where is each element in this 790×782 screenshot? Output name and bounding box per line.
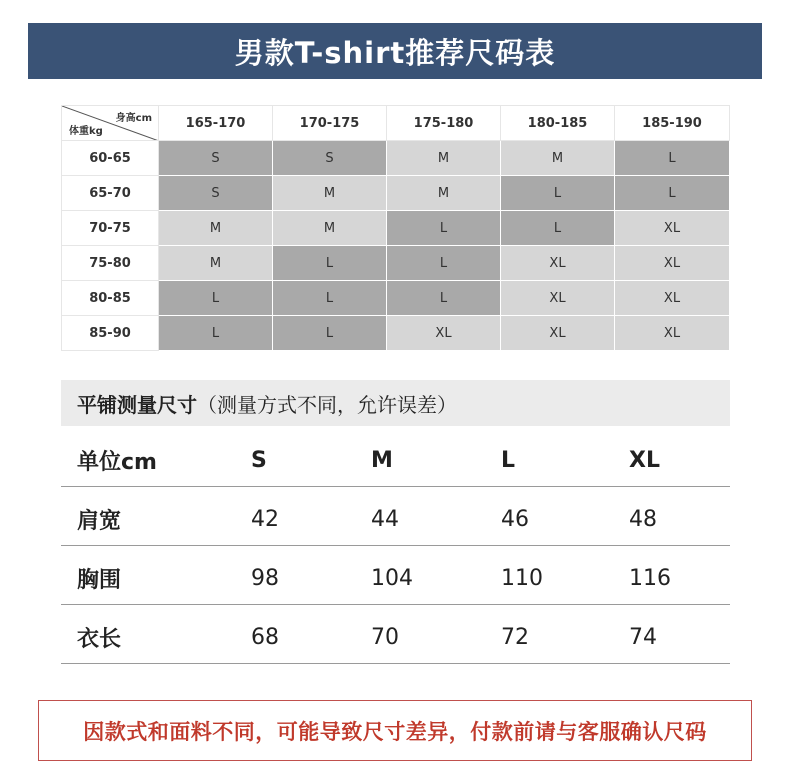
measurement-value: 72: [501, 624, 529, 650]
unit-label: 单位cm: [77, 449, 157, 475]
size-cell: M: [273, 211, 387, 246]
grid-row: [62, 246, 730, 281]
size-cell: S: [159, 176, 273, 211]
size-cell: L: [615, 141, 730, 176]
grid-row: [62, 316, 730, 351]
grid-row: [62, 211, 730, 246]
size-cell: L: [273, 281, 387, 316]
size-cell: XL: [615, 211, 730, 246]
height-column-header: 170-175: [273, 106, 387, 141]
measurement-title: [61, 380, 730, 426]
measurement-label: 胸围: [77, 567, 122, 593]
size-header: XL: [629, 447, 660, 473]
size-cell: S: [273, 141, 387, 176]
notice-box: 因款式和面料不同，可能导致尺寸差异，付款前请与客服确认尺码: [38, 700, 752, 761]
measurement-value: 42: [251, 506, 279, 532]
size-cell: L: [159, 316, 273, 351]
height-column-header: 180-185: [501, 106, 615, 141]
size-cell: L: [273, 246, 387, 281]
size-cell: S: [159, 141, 273, 176]
size-cell: XL: [501, 316, 615, 351]
measurement-value: 48: [629, 506, 657, 532]
height-column-header: 185-190: [615, 106, 730, 141]
size-cell: M: [159, 246, 273, 281]
grid-row: [62, 176, 730, 211]
size-cell: M: [501, 141, 615, 176]
size-cell: L: [273, 316, 387, 351]
page-title: 男款T-shirt推荐尺码表: [28, 23, 762, 79]
measurement-row: [61, 493, 730, 546]
weight-row-header: 65-70: [62, 176, 159, 211]
grid-corner: [62, 106, 159, 141]
weight-row-header: 70-75: [62, 211, 159, 246]
measurement-title-main: 平铺测量尺寸: [77, 392, 197, 417]
weight-row-header: 80-85: [62, 281, 159, 316]
height-column-header: 165-170: [159, 106, 273, 141]
measurement-title-note: （测量方式不同，允许误差）: [197, 392, 457, 417]
corner-weight-label: 体重kg: [69, 126, 103, 137]
size-cell: XL: [615, 316, 730, 351]
size-cell: XL: [615, 281, 730, 316]
measurement-value: 74: [629, 624, 657, 650]
measurement-row: [61, 552, 730, 605]
size-cell: XL: [501, 246, 615, 281]
size-header: S: [251, 447, 267, 473]
measurement-value: 70: [371, 624, 399, 650]
size-chart-grid: [61, 105, 730, 351]
size-cell: L: [387, 281, 501, 316]
size-cell: M: [387, 141, 501, 176]
grid-row: [62, 281, 730, 316]
size-header: L: [501, 447, 516, 473]
size-cell: L: [159, 281, 273, 316]
size-cell: M: [387, 176, 501, 211]
size-cell: XL: [615, 246, 730, 281]
size-cell: XL: [501, 281, 615, 316]
size-cell: L: [501, 211, 615, 246]
measurement-row: [61, 611, 730, 664]
measurement-value: 116: [629, 565, 671, 591]
size-cell: XL: [387, 316, 501, 351]
weight-row-header: 60-65: [62, 141, 159, 176]
size-cell: L: [387, 246, 501, 281]
measurement-header-row: [61, 434, 730, 487]
size-cell: M: [273, 176, 387, 211]
size-cell: L: [615, 176, 730, 211]
height-column-header: 175-180: [387, 106, 501, 141]
size-header: M: [371, 447, 393, 473]
measurement-value: 98: [251, 565, 279, 591]
measurement-value: 110: [501, 565, 543, 591]
measurement-table: [61, 434, 730, 670]
measurement-value: 46: [501, 506, 529, 532]
size-cell: L: [387, 211, 501, 246]
weight-row-header: 85-90: [62, 316, 159, 351]
grid-row: [62, 141, 730, 176]
size-cell: L: [501, 176, 615, 211]
weight-row-header: 75-80: [62, 246, 159, 281]
measurement-value: 104: [371, 565, 413, 591]
size-cell: M: [159, 211, 273, 246]
measurement-value: 68: [251, 624, 279, 650]
measurement-label: 肩宽: [77, 508, 122, 534]
measurement-label: 衣长: [77, 626, 122, 652]
measurement-value: 44: [371, 506, 399, 532]
corner-height-label: 身高cm: [115, 113, 152, 124]
